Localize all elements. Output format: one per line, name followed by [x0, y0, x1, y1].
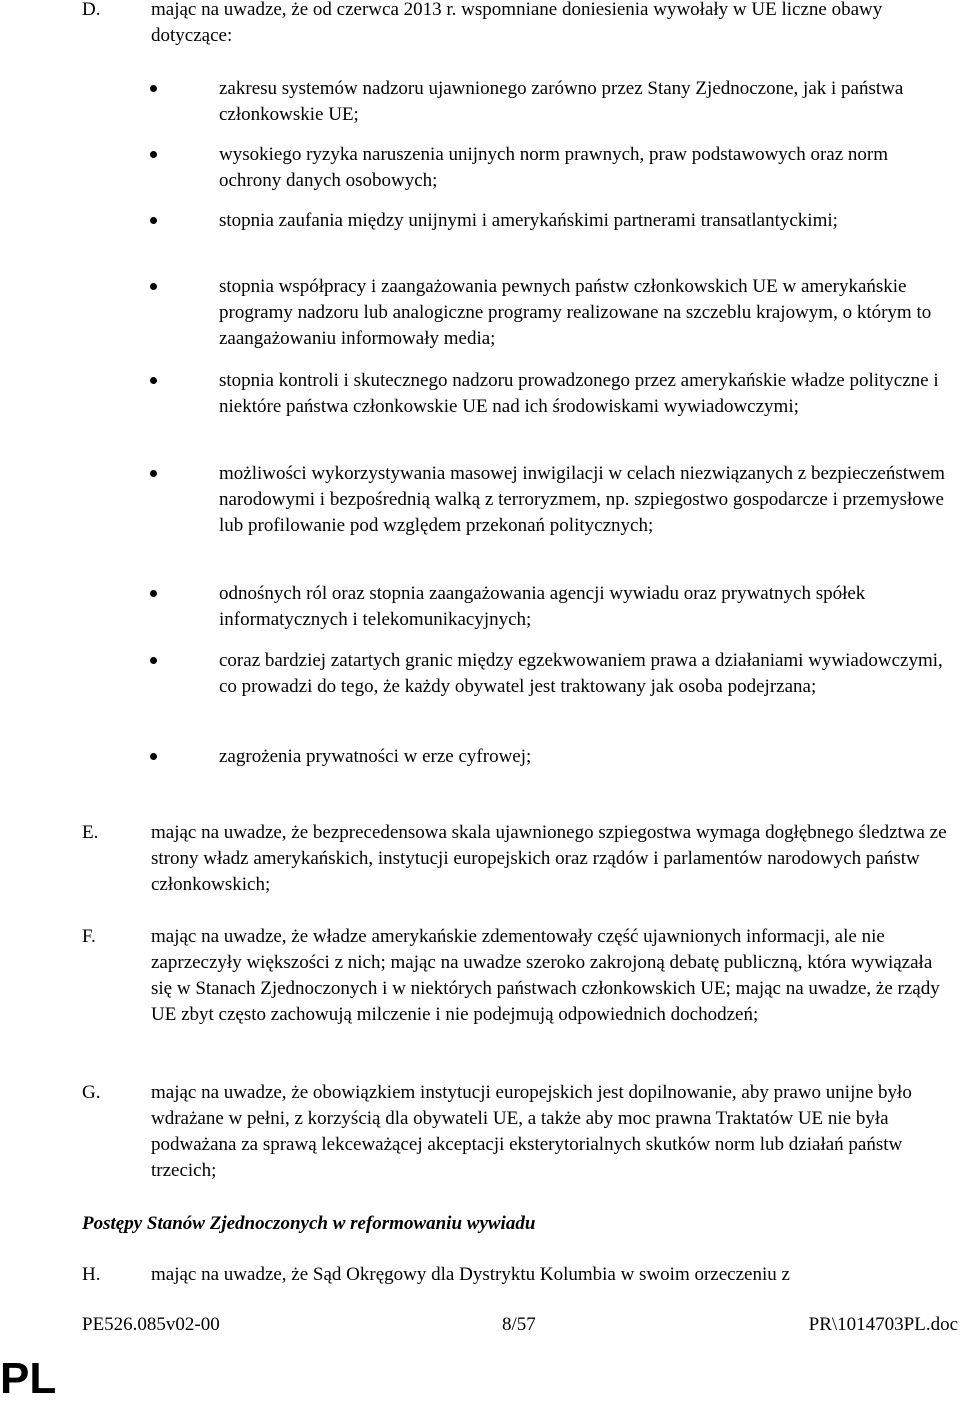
list-item [0, 368, 960, 420]
clause-letter: D. [82, 0, 101, 20]
clause-text: mając na uwadze, że władze amerykańskie zdementowały część ujawnionych informacji, ale nie zaprzeczyły większości z nich; mając na uwadze szeroko zakrojoną debatę publiczną, która wywiązała się w Stanach Zjednoczonych i w niektórych państwach członkowskich UE; mając na uwadze, że rządy UE zbyt często zachowują milczenie i nie podejmują odpowiednich dochodzeń; [151, 926, 940, 1025]
list-item-text: stopnia współpracy i zaangażowania pewnych państw członkowskich UE w amerykańskie programy nadzoru lub analogiczne programy realizowane na szczeblu krajowym, o którym to zaangażowaniu informowały media; [219, 276, 932, 349]
list-item [0, 648, 960, 700]
bullet-icon [150, 657, 157, 664]
list-item-text: odnośnych ról oraz stopnia zaangażowania agencji wywiadu oraz prywatnych spółek informatycznych i telekomunikacyjnych; [219, 583, 866, 630]
clause-text: mając na uwadze, że bezprecedensowa skala ujawnionego szpiegostwa wymaga dogłębnego śledztwa ze strony władz amerykańskich, instytucji europejskich oraz rządów i parlamentów narodowych państw członkowskich; [151, 822, 947, 895]
list-item-text: możliwości wykorzystywania masowej inwigilacji w celach niezwiązanych z bezpieczeństwem narodowymi i bezpośrednią walką z terroryzmem, np. szpiegostwo gospodarcze i przemysłowe lub profilowanie pod względem przekonań politycznych; [219, 463, 945, 536]
clause-h [0, 1262, 960, 1288]
clause-text: mając na uwadze, że od czerwca 2013 r. wspomniane doniesienia wywołały w UE liczne obawy dotyczące: [151, 0, 883, 46]
list-item-text: stopnia kontroli i skutecznego nadzoru prowadzonego przez amerykańskie władze polityczne i niektóre państwa członkowskie UE nad ich środowiskami wywiadowczymi; [219, 370, 939, 417]
clause-g [0, 1080, 960, 1184]
page-number: 8/57 [502, 1314, 536, 1335]
clause-text: mając na uwadze, że obowiązkiem instytucji europejskich jest dopilnowanie, aby prawo unijne było wdrażane w pełni, z korzyścią dla obywateli UE, a także aby moc prawna Traktatów UE nie była podważana za sprawą lekceważącej akceptacji eksterytorialnych skutków norm lub działań państw trzecich; [151, 1082, 912, 1181]
list-item-text: wysokiego ryzyka naruszenia unijnych norm prawnych, praw podstawowych oraz norm ochrony danych osobowych; [219, 144, 889, 191]
document-reference: PE526.085v02-00 [82, 1314, 220, 1335]
clause-text: mając na uwadze, że Sąd Okręgowy dla Dystryktu Kolumbia w swoim orzeczeniu z [151, 1264, 790, 1285]
bullet-icon [150, 470, 157, 477]
list-item-text: coraz bardziej zatartych granic między egzekwowaniem prawa a działaniami wywiadowczymi, co prowadzi do tego, że każdy obywatel jest traktowany jak osoba podejrzana; [219, 650, 943, 697]
language-code: PL [0, 1354, 57, 1403]
list-item [0, 274, 960, 352]
clause-letter: F. [82, 926, 96, 947]
list-item [0, 142, 960, 194]
bullet-icon [150, 753, 157, 760]
bullet-icon [150, 283, 157, 290]
clause-d [0, 0, 960, 49]
clause-letter: E. [82, 822, 99, 843]
clause-e [0, 820, 960, 898]
file-reference: PR\1014703PL.doc [808, 1314, 958, 1335]
list-item-text: zakresu systemów nadzoru ujawnionego zarówno przez Stany Zjednoczone, jak i państwa członkowskie UE; [219, 78, 904, 125]
bullet-icon [150, 85, 157, 92]
list-item-text: zagrożenia prywatności w erze cyfrowej; [219, 746, 532, 767]
list-item-text: stopnia zaufania między unijnymi i amerykańskimi partnerami transatlantyckimi; [219, 210, 838, 231]
list-item [0, 208, 960, 234]
bullet-icon [150, 590, 157, 597]
section-heading: Postępy Stanów Zjednoczonych w reformowaniu wywiadu [82, 1213, 536, 1234]
clause-f [0, 924, 960, 1028]
list-item [0, 76, 960, 128]
list-item [0, 581, 960, 633]
clause-letter: H. [82, 1264, 101, 1285]
bullet-icon [150, 217, 157, 224]
bullet-icon [150, 377, 157, 384]
page-footer [0, 1312, 960, 1338]
clause-letter: G. [82, 1082, 101, 1103]
list-item [0, 461, 960, 539]
bullet-icon [150, 151, 157, 158]
list-item [0, 744, 960, 770]
